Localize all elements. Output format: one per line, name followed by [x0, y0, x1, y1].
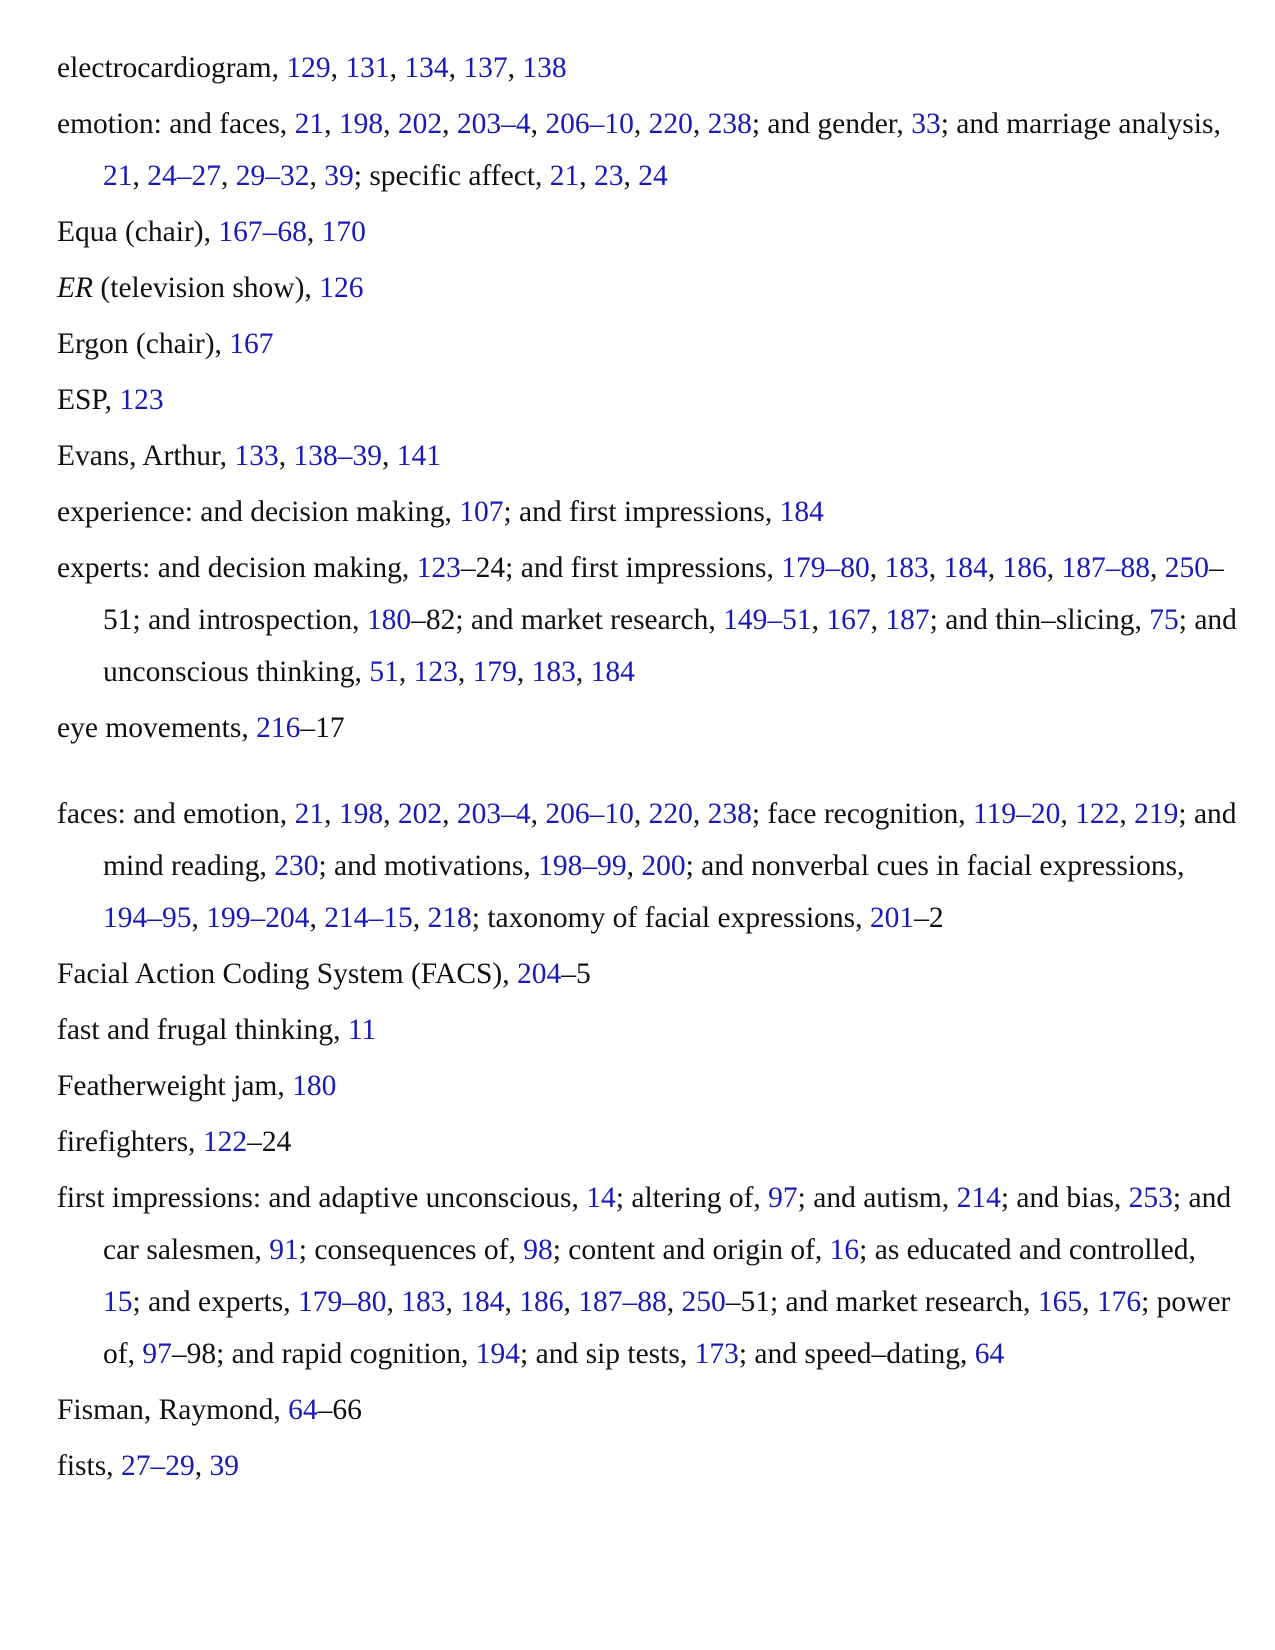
letter-group-gap [57, 758, 1237, 788]
page-link[interactable]: 24 [638, 160, 668, 192]
page-link[interactable]: 206–10 [545, 798, 634, 830]
entry-text: , [1150, 552, 1165, 584]
entry-text: ; and bias, [1000, 1182, 1129, 1214]
entry-text: –24 [247, 1126, 292, 1158]
page-link[interactable]: 186 [1002, 552, 1047, 584]
page-link[interactable]: 179–80 [297, 1286, 387, 1318]
page-link[interactable]: 216 [256, 712, 301, 744]
entry-text: fast and frugal thinking, [57, 1014, 348, 1046]
entry-text: ; and gender, [751, 108, 912, 140]
entry-text: ; face recognition, [751, 798, 973, 830]
entry-text: , [309, 160, 325, 192]
entry-text: Fisman, Raymond, [57, 1394, 289, 1426]
page-link[interactable]: 33 [911, 108, 941, 140]
entry-text: experts: and decision making, [57, 552, 417, 584]
entry-text: ; and thin–slicing, [929, 604, 1150, 636]
page-link[interactable]: 167–68 [218, 216, 307, 248]
page-link[interactable]: 204 [517, 958, 562, 990]
index-entry-equa-chair [57, 206, 1237, 258]
page-link[interactable]: 214–15 [324, 902, 413, 934]
entry-text: , [324, 108, 339, 140]
entry-text: , [530, 798, 546, 830]
index-page [57, 42, 1237, 1496]
entry-text: ; and car salesmen, [103, 1182, 1232, 1266]
page-link[interactable]: 97 [142, 1338, 172, 1370]
page-link[interactable]: 75 [1149, 604, 1179, 636]
page-link[interactable]: 214 [956, 1182, 1001, 1214]
entry-text: Equa (chair), [57, 216, 219, 248]
entry-text: ; and experts, [132, 1286, 298, 1318]
entry-text: , [623, 160, 639, 192]
entry-text: fists, [57, 1450, 121, 1482]
page-link[interactable]: 202 [397, 798, 443, 830]
index-entry-electrocardiogram [57, 42, 1237, 94]
page-link[interactable]: 134 [404, 52, 449, 84]
page-link[interactable]: 98 [523, 1234, 553, 1266]
page-link[interactable]: 51 [369, 656, 399, 688]
page-link[interactable]: 14 [586, 1182, 616, 1214]
entry-text: , [692, 108, 708, 140]
entry-text: , [563, 1286, 579, 1318]
entry-text: ; altering of, [615, 1182, 769, 1214]
page-link[interactable]: 123 [416, 552, 461, 584]
page-link[interactable]: 220 [648, 108, 693, 140]
entry-text: , [445, 1286, 461, 1318]
page-link[interactable]: 230 [274, 850, 319, 882]
page-link[interactable]: 126 [319, 272, 364, 304]
page-link[interactable]: 201 [869, 902, 915, 934]
page-link[interactable]: 218 [427, 902, 472, 934]
entry-text: ; and nonverbal cues in facial expressions, [685, 850, 1185, 882]
page-link[interactable]: 250 [1164, 552, 1210, 584]
page-link[interactable]: 187–88 [1061, 552, 1151, 584]
entry-text: electrocardiogram, [57, 52, 287, 84]
page-link[interactable]: 198–99 [538, 850, 627, 882]
page-link[interactable]: 180 [292, 1070, 337, 1102]
page-link[interactable]: 107 [459, 496, 504, 528]
entry-text: ; and unconscious thinking, [103, 604, 1237, 688]
entry-text: Featherweight jam, [57, 1070, 293, 1102]
entry-text: , [811, 604, 827, 636]
entry-text: , [386, 1286, 402, 1318]
page-link[interactable]: 250 [681, 1286, 726, 1318]
page-link[interactable]: 133 [234, 440, 279, 472]
page-link[interactable]: 184 [779, 496, 824, 528]
page-link[interactable]: 167 [826, 604, 871, 636]
page-link[interactable]: 167 [229, 328, 274, 360]
page-link[interactable]: 184 [590, 656, 635, 688]
page-link[interactable]: 39 [324, 160, 354, 192]
page-link[interactable]: 123 [119, 384, 164, 416]
entry-text: , [383, 108, 398, 140]
index-entry-emotion [57, 98, 1237, 202]
entry-text: –5 [561, 958, 591, 990]
page-link[interactable]: 194 [475, 1338, 521, 1370]
entry-text: faces: and emotion, [57, 798, 295, 830]
entry-text: , [870, 604, 886, 636]
index-entry-eye-movements [57, 702, 1237, 754]
entry-text: Facial Action Coding System (FACS), [57, 958, 517, 990]
page-link[interactable]: 179 [472, 656, 517, 688]
page-link[interactable]: 137 [463, 52, 508, 84]
page-link[interactable]: 200 [641, 850, 686, 882]
page-link[interactable]: 15 [103, 1286, 133, 1318]
page-link[interactable]: 206–10 [545, 108, 634, 140]
page-link[interactable]: 122 [202, 1126, 248, 1158]
page-link[interactable]: 122 [1075, 798, 1120, 830]
index-entry-experts [57, 542, 1237, 698]
entry-text: (television show), [93, 272, 320, 304]
page-link[interactable]: 27–29 [120, 1450, 195, 1482]
page-link[interactable]: 183 [401, 1286, 446, 1318]
entry-text: , [692, 798, 708, 830]
entry-text: ; and motivations, [318, 850, 539, 882]
entry-text: , [221, 160, 236, 192]
page-link[interactable]: 138 [522, 52, 567, 84]
index-entry-ergon-chair [57, 318, 1237, 370]
page-link[interactable]: 203–4 [456, 108, 531, 140]
index-entry-fast-and-frugal-thinking [57, 1004, 1237, 1056]
page-link[interactable]: 220 [648, 798, 693, 830]
index-entry-experience [57, 486, 1237, 538]
page-link[interactable]: 173 [694, 1338, 739, 1370]
entry-text: , [516, 656, 532, 688]
entry-text: , [928, 552, 944, 584]
entry-text: , [1119, 798, 1135, 830]
page-link[interactable]: 186 [519, 1286, 564, 1318]
entry-text: eye movements, [57, 712, 257, 744]
entry-text: –24; and first impressions, [460, 552, 782, 584]
entry-text: , [633, 798, 649, 830]
page-link[interactable]: 180 [366, 604, 412, 636]
page-link[interactable]: 183 [884, 552, 929, 584]
entry-text: , [194, 1450, 210, 1482]
index-entry-facs [57, 948, 1237, 1000]
page-link[interactable]: 16 [829, 1234, 860, 1266]
page-link[interactable]: 184 [460, 1286, 505, 1318]
entry-text: , [869, 552, 885, 584]
page-link[interactable]: 184 [943, 552, 988, 584]
entry-text: , [389, 52, 405, 84]
page-link[interactable]: 170 [321, 216, 366, 248]
page-link[interactable]: 129 [286, 52, 331, 84]
entry-text: , [442, 798, 457, 830]
page-link[interactable]: 253 [1128, 1182, 1173, 1214]
index-entry-evans-arthur [57, 430, 1237, 482]
entry-text: , [530, 108, 546, 140]
page-link[interactable]: 64 [288, 1394, 318, 1426]
index-entry-firefighters [57, 1116, 1237, 1168]
page-link[interactable]: 238 [707, 108, 752, 140]
page-link[interactable]: 219 [1134, 798, 1179, 830]
entry-text: –82; and market research, [411, 604, 724, 636]
page-link[interactable]: 131 [345, 52, 390, 84]
entry-text: ; and speed–dating, [738, 1338, 975, 1370]
entry-text: , [626, 850, 642, 882]
page-link[interactable]: 21 [549, 160, 580, 192]
entry-text: , [132, 160, 148, 192]
entry-text: ; and marriage analysis, [940, 108, 1221, 140]
entry-text: , [191, 902, 207, 934]
page-link[interactable]: 64 [974, 1338, 1005, 1370]
entry-text: –66 [317, 1394, 362, 1426]
entry-text: , [448, 52, 464, 84]
entry-text: ; consequences of, [298, 1234, 524, 1266]
entry-text: ; taxonomy of facial expressions, [471, 902, 870, 934]
page-link[interactable]: 165 [1037, 1286, 1083, 1318]
entry-text: , [398, 656, 414, 688]
index-entry-faces [57, 788, 1237, 944]
index-entry-er-television-show [57, 262, 1237, 314]
page-link[interactable]: 179–80 [781, 552, 870, 584]
entry-text: ; power of, [103, 1286, 1231, 1370]
page-link[interactable]: 199–204 [206, 902, 310, 934]
entry-text: , [383, 798, 398, 830]
entry-text: , [442, 108, 457, 140]
entry-text: ; content and origin of, [552, 1234, 830, 1266]
index-entry-fisman-raymond [57, 1384, 1237, 1436]
entry-text: , [1046, 552, 1062, 584]
entry-text: , [412, 902, 428, 934]
entry-text: ; and sip tests, [520, 1338, 695, 1370]
page-link[interactable]: 149–51 [723, 604, 812, 636]
entry-text: ; specific affect, [353, 160, 550, 192]
index-entry-first-impressions [57, 1172, 1237, 1380]
entry-text: ; and mind reading, [103, 798, 1237, 882]
page-link[interactable]: 202 [397, 108, 443, 140]
entry-text: , [507, 52, 523, 84]
page-link[interactable]: 21 [103, 160, 133, 192]
entry-text: , [987, 552, 1003, 584]
entry-text: experience: and decision making, [57, 496, 460, 528]
entry-text: , [457, 656, 473, 688]
page-link[interactable]: 21 [294, 798, 325, 830]
page-link[interactable]: 11 [347, 1014, 377, 1046]
page-link[interactable]: 29–32 [235, 160, 310, 192]
page-link[interactable]: 176 [1096, 1286, 1142, 1318]
entry-text: , [666, 1286, 682, 1318]
page-link[interactable]: 123 [413, 656, 458, 688]
page-link[interactable]: 203–4 [456, 798, 531, 830]
entry-text: , [306, 216, 322, 248]
page-link[interactable]: 23 [594, 160, 624, 192]
page-link[interactable]: 91 [269, 1234, 299, 1266]
italic-term: ER [57, 272, 94, 304]
page-link[interactable]: 138–39 [293, 440, 382, 472]
page-link[interactable]: 187–88 [578, 1286, 667, 1318]
entry-text: Ergon (chair), [57, 328, 230, 360]
entry-text: , [504, 1286, 520, 1318]
index-entry-esp [57, 374, 1237, 426]
entry-text: emotion: and faces, [57, 108, 295, 140]
page-link[interactable]: 39 [209, 1450, 239, 1482]
page-link[interactable]: 141 [396, 440, 441, 472]
page-link[interactable]: 119–20 [972, 798, 1061, 830]
entry-text: , [278, 440, 294, 472]
entry-text: –98; and rapid cognition, [171, 1338, 476, 1370]
entry-text: , [579, 160, 595, 192]
entry-text: –17 [300, 712, 345, 744]
entry-text: ; as educated and controlled, [859, 1234, 1196, 1266]
entry-text: first impressions: and adaptive unconscious, [57, 1182, 587, 1214]
entry-text: ; and first impressions, [503, 496, 780, 528]
entry-text: , [309, 902, 325, 934]
page-link[interactable]: 198 [338, 108, 384, 140]
entry-text: , [324, 798, 339, 830]
entry-text: , [330, 52, 346, 84]
entry-text: –51; and market research, [725, 1286, 1038, 1318]
entry-text: ESP, [57, 384, 120, 416]
entry-text: , [381, 440, 397, 472]
page-link[interactable]: 194–95 [103, 902, 192, 934]
entry-text: firefighters, [57, 1126, 203, 1158]
entry-text: Evans, Arthur, [57, 440, 235, 472]
page-link[interactable]: 238 [707, 798, 752, 830]
entry-text: , [575, 656, 591, 688]
entry-text: ; and autism, [797, 1182, 957, 1214]
entry-text: , [1060, 798, 1076, 830]
index-entry-fists [57, 1440, 1237, 1492]
page-link[interactable]: 187 [885, 604, 930, 636]
page-link[interactable]: 198 [338, 798, 384, 830]
entry-text: –51; and introspection, [103, 552, 1224, 636]
entry-text: –2 [914, 902, 944, 934]
page-link[interactable]: 24–27 [147, 160, 221, 192]
index-entry-featherweight-jam [57, 1060, 1237, 1112]
page-link[interactable]: 183 [531, 656, 576, 688]
entry-text: , [633, 108, 649, 140]
entry-text: , [1082, 1286, 1097, 1318]
page-link[interactable]: 21 [294, 108, 325, 140]
page-link[interactable]: 97 [768, 1182, 798, 1214]
